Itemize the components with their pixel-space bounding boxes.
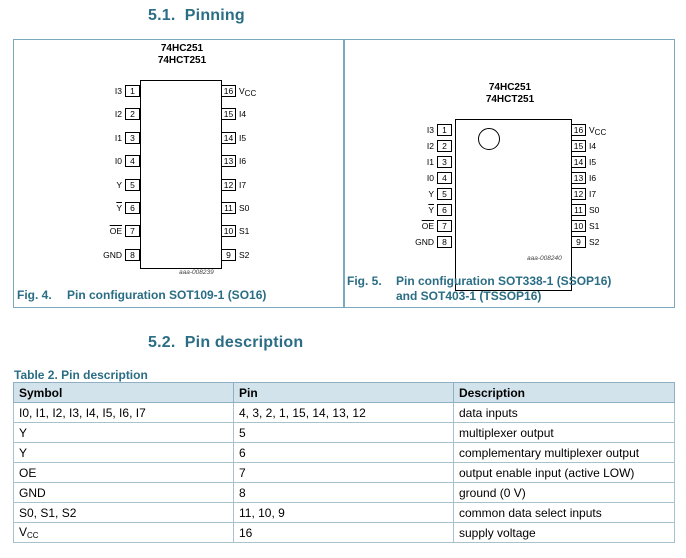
cell-description: complementary multiplexer output: [454, 443, 675, 463]
table-row: [14, 443, 675, 463]
pin-number: 14: [571, 156, 586, 168]
table-row: [14, 463, 675, 483]
pin-label: GND: [103, 249, 122, 260]
section-number: 5.1.: [148, 7, 176, 24]
pin-number: 3: [125, 132, 140, 144]
cell-description: multiplexer output: [454, 423, 675, 443]
table-row: [14, 503, 675, 523]
pin-number: 16: [571, 124, 586, 136]
pin-number: 1: [437, 124, 452, 136]
pin-label: I4: [239, 109, 247, 120]
cell-symbol: $V_{CC}$: [14, 523, 234, 543]
section-title: Pinning: [184, 7, 245, 24]
pin-number: 12: [571, 188, 586, 200]
cell-symbol: Y: [14, 443, 234, 463]
cell-pin: 7: [234, 463, 454, 483]
pin-number: 7: [125, 225, 140, 237]
pin-number: 1: [125, 85, 140, 97]
pin-label: S2: [239, 249, 250, 260]
pin-number: 15: [221, 108, 236, 120]
header-symbol: Symbol: [14, 383, 234, 403]
section-title: Pin description: [184, 334, 304, 351]
pin-number: 13: [571, 172, 586, 184]
cell-pin: 5: [234, 423, 454, 443]
pin-number: 11: [571, 204, 586, 216]
pin-label: I1: [114, 132, 122, 143]
chip-body: [455, 119, 572, 291]
chip-title: [470, 82, 550, 106]
pin-label: I6: [589, 173, 597, 183]
cell-description: supply voltage: [454, 523, 675, 543]
table-row: [14, 523, 675, 543]
pin-description-table: [13, 382, 675, 543]
chip-name-line1: 74HC251: [488, 82, 532, 93]
cell-symbol: Y: [14, 423, 234, 443]
pin-number: 15: [571, 140, 586, 152]
table-row: [14, 423, 675, 443]
pin-label: I2: [426, 141, 434, 151]
pin-label: I5: [239, 132, 247, 143]
table-row: [14, 403, 675, 423]
figure-5: [343, 39, 675, 308]
figure-caption: [347, 274, 611, 304]
cell-description: common data select inputs: [454, 503, 675, 523]
table-caption: Table 2. Pin description: [14, 368, 148, 382]
pin-label: S0: [239, 203, 250, 213]
pin-number: 16: [221, 85, 236, 97]
pin-number: 2: [437, 140, 452, 152]
pin-label: $V_{CC}$: [239, 86, 257, 98]
chip-title: [142, 43, 222, 67]
caption-number: Fig. 4.: [17, 288, 52, 302]
cell-pin: 4, 3, 2, 1, 15, 14, 13, 12: [234, 403, 454, 423]
pin-number: 5: [437, 188, 452, 200]
pin-number: 5: [125, 179, 140, 191]
pin-number: 3: [437, 156, 452, 168]
pin-label: $\overline{Y}$: [428, 205, 434, 215]
section-desc-heading: [148, 334, 303, 352]
figure-ref-code: aaa-008239: [179, 269, 214, 276]
pin-number: 12: [221, 179, 236, 191]
pin-label: S0: [589, 205, 600, 215]
pin-label: I7: [589, 189, 597, 199]
caption-text-line1: Pin configuration SOT338-1 (SSOP16): [396, 274, 612, 288]
caption-text-line2: and SOT403-1 (TSSOP16): [396, 289, 542, 303]
pin-label: S1: [239, 226, 250, 237]
header-pin: Pin: [234, 383, 454, 403]
pin-label: Y: [116, 179, 122, 190]
section-pinning-heading: [148, 7, 245, 25]
cell-symbol: GND: [14, 483, 234, 503]
section-number: 5.2.: [148, 334, 176, 351]
pin-label: I3: [114, 86, 122, 96]
pin-number: 10: [221, 225, 236, 237]
chip-name-line1: 74HC251: [160, 43, 204, 54]
pin-label: I0: [114, 156, 122, 167]
cell-symbol: S0, S1, S2: [14, 503, 234, 523]
pin-number: 11: [221, 202, 236, 214]
pin-number: 14: [221, 132, 236, 144]
pin-number: 8: [125, 249, 140, 261]
caption-number: Fig. 5.: [347, 274, 382, 288]
table-header-row: [14, 383, 675, 403]
cell-pin: 6: [234, 443, 454, 463]
pin-label: $\overline{Y}$: [116, 203, 122, 213]
pin-label: $\overline{OE}$: [109, 226, 122, 237]
pin-label: I3: [426, 125, 434, 135]
pin-number: 2: [125, 108, 140, 120]
pin1-marker-icon: [478, 128, 500, 150]
pin-number: 7: [437, 220, 452, 232]
pin-label: I6: [239, 156, 247, 167]
pin-label: Y: [428, 189, 434, 199]
pin-label: S1: [589, 221, 600, 231]
cell-pin: 16: [234, 523, 454, 543]
pin-label: $V_{CC}$: [589, 125, 607, 137]
figure-4: [13, 39, 345, 308]
pin-label: I0: [426, 173, 434, 183]
pin-label: $\overline{OE}$: [421, 221, 434, 231]
pin-number: 9: [221, 249, 236, 261]
pin-number: 13: [221, 155, 236, 167]
pin-number: 4: [125, 155, 140, 167]
pin-label: I1: [426, 157, 434, 167]
chip-name-line2: 74HCT251: [485, 94, 535, 105]
cell-description: data inputs: [454, 403, 675, 423]
pin-number: 6: [125, 202, 140, 214]
pin-number: 6: [437, 204, 452, 216]
pin-label: I7: [239, 179, 247, 190]
cell-description: output enable input (active LOW): [454, 463, 675, 483]
chip-name-line2: 74HCT251: [157, 55, 207, 66]
cell-description: ground (0 V): [454, 483, 675, 503]
chip-body: [140, 80, 222, 269]
pin-label: I4: [589, 141, 597, 151]
pin-label: GND: [415, 237, 434, 247]
cell-pin: 11, 10, 9: [234, 503, 454, 523]
pin-label: I5: [589, 157, 597, 167]
pin-label: I2: [114, 109, 122, 120]
header-description: Description: [454, 383, 675, 403]
pin-number: 9: [571, 236, 586, 248]
pin-number: 8: [437, 236, 452, 248]
table-row: [14, 483, 675, 503]
figure-caption: [17, 288, 266, 302]
pin-label: S2: [589, 237, 600, 247]
cell-symbol: I0, I1, I2, I3, I4, I5, I6, I7: [14, 403, 234, 423]
cell-symbol: OE: [14, 463, 234, 483]
figure-ref-code: aaa-008240: [527, 255, 562, 262]
caption-text: Pin configuration SOT109-1 (SO16): [67, 288, 267, 302]
cell-pin: 8: [234, 483, 454, 503]
pin-number: 10: [571, 220, 586, 232]
pin-number: 4: [437, 172, 452, 184]
